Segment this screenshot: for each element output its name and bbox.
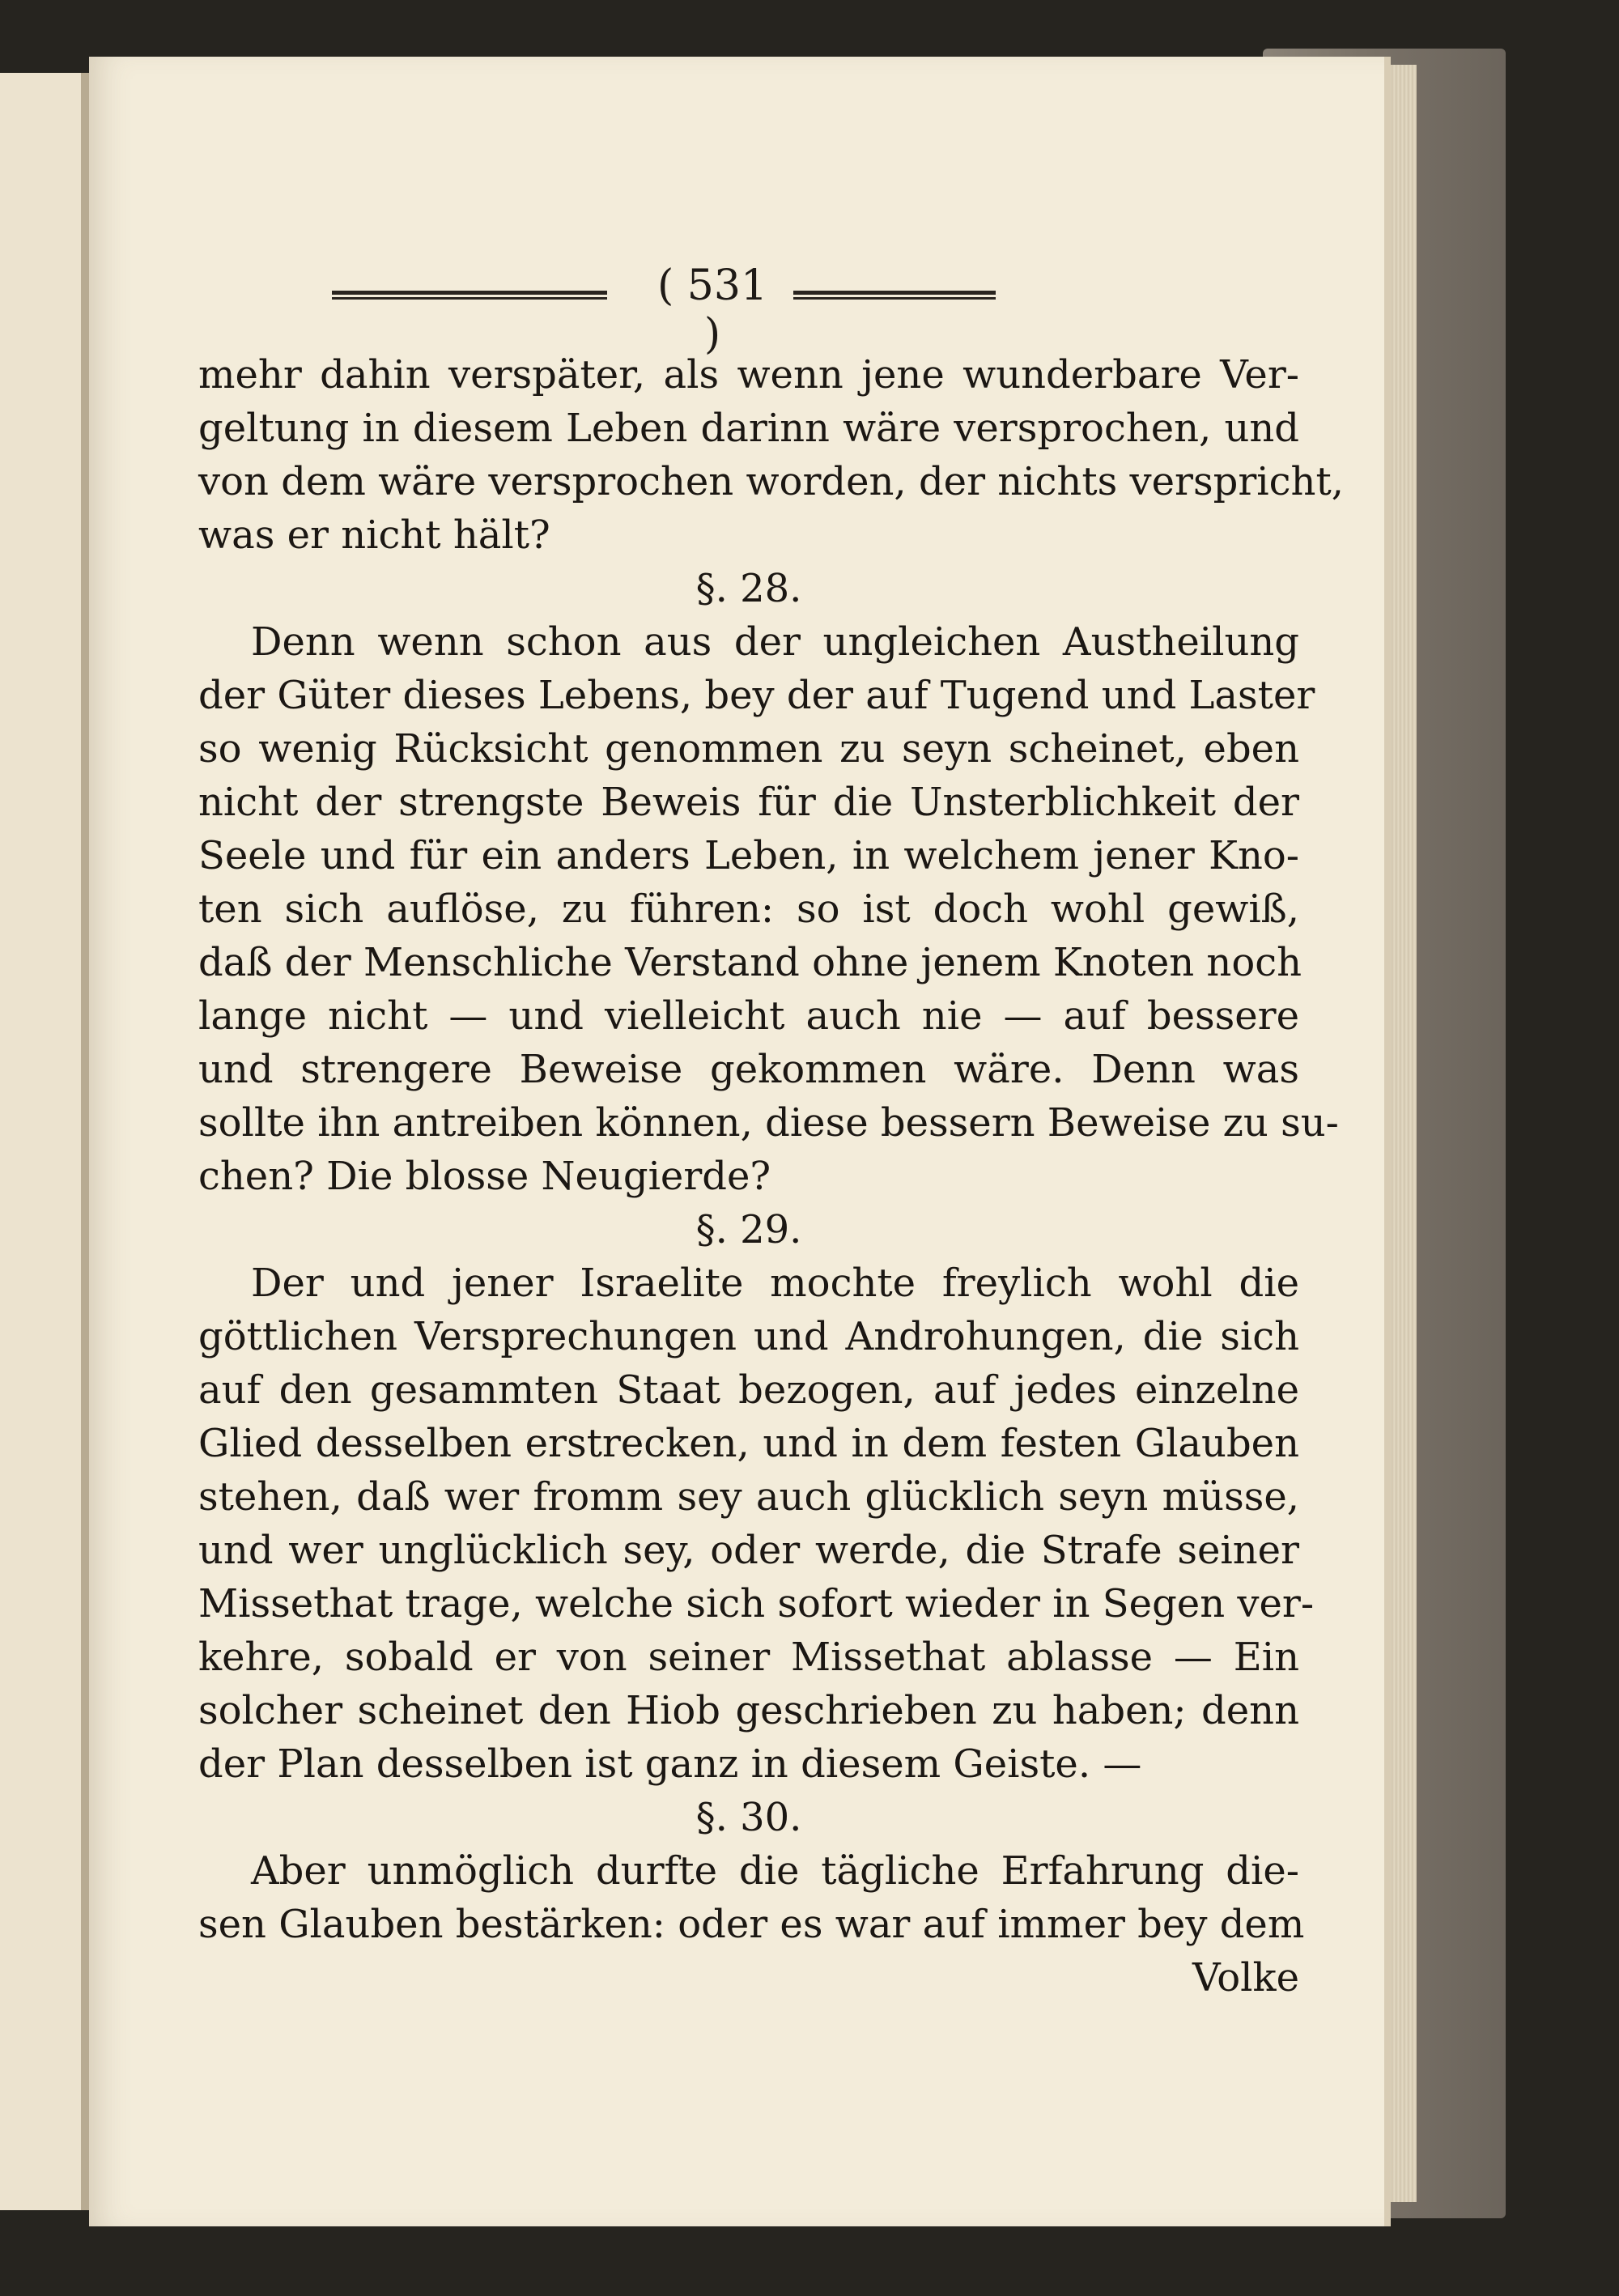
catchword: Volke — [1192, 1955, 1299, 2000]
page-header — [332, 255, 1077, 359]
text-line: mehr dahin verspäter, als wenn jene wunderbare Ver- — [198, 352, 1299, 398]
text-line: Missethat trage, welche sich sofort wieder in Segen ver- — [198, 1581, 1315, 1626]
text-line: von dem wäre versprochen worden, der nichts verspricht, — [198, 459, 1344, 504]
text-line: stehen, daß wer fromm sey auch glücklich seyn müsse, — [198, 1474, 1299, 1520]
text-line: geltung in diesem Leben darinn wäre versprochen, und — [198, 406, 1299, 451]
text-line: göttlichen Versprechungen und Androhungen, die sich — [198, 1314, 1299, 1359]
header-rule-right — [793, 291, 996, 300]
text-line: der Güter dieses Lebens, bey der auf Tugend und Laster — [198, 673, 1315, 718]
text-line: auf den gesammten Staat bezogen, auf jedes einzelne — [198, 1367, 1299, 1413]
text-line: nicht der strengste Beweis für die Unsterblichkeit der — [198, 780, 1299, 825]
text-line: Der und jener Israelite mochte freylich wohl die — [251, 1261, 1299, 1306]
previous-page-edge — [0, 73, 89, 2210]
text-line: Glied desselben erstrecken, und in dem festen Glauben — [198, 1421, 1299, 1466]
text-line: daß der Menschliche Verstand ohne jenem Knoten noch — [198, 940, 1302, 985]
text-line: sen Glauben bestärken: oder es war auf immer bey dem — [198, 1902, 1305, 1947]
book-page — [89, 57, 1384, 2226]
section-heading-28: §. 28. — [695, 566, 802, 611]
text-line: Denn wenn schon aus der ungleichen Austheilung — [251, 619, 1299, 665]
text-line: sollte ihn antreiben können, diese bessern Beweise zu su- — [198, 1100, 1339, 1146]
text-line: ten sich auflöse, zu führen: so ist doch wohl gewiß, — [198, 887, 1299, 932]
text-line: lange nicht — und vielleicht auch nie — auf bessere — [198, 993, 1299, 1039]
text-line: und wer unglücklich sey, oder werde, die Strafe seiner — [198, 1528, 1299, 1573]
section-heading-30: §. 30. — [695, 1795, 802, 1840]
page-number: ( 531 ) — [657, 261, 768, 359]
header-rule-left — [332, 291, 607, 300]
body-text — [198, 348, 1344, 2005]
text-line: Aber unmöglich durfte die tägliche Erfahrung die- — [251, 1848, 1299, 1894]
text-line: kehre, sobald er von seiner Missethat ablasse — Ein — [198, 1635, 1299, 1680]
text-line: und strengere Beweise gekommen wäre. Denn was — [198, 1047, 1299, 1092]
section-heading-29: §. 29. — [695, 1207, 802, 1252]
text-line: chen? Die blosse Neugierde? — [198, 1154, 771, 1199]
text-line: was er nicht hält? — [198, 512, 550, 558]
text-line: der Plan desselben ist ganz in diesem Geiste. — — [198, 1741, 1142, 1787]
text-line: so wenig Rücksicht genommen zu seyn scheinet, eben — [198, 726, 1299, 772]
text-line: Seele und für ein anders Leben, in welchem jener Kno- — [198, 833, 1299, 878]
text-line: solcher scheinet den Hiob geschrieben zu haben; denn — [198, 1688, 1299, 1733]
